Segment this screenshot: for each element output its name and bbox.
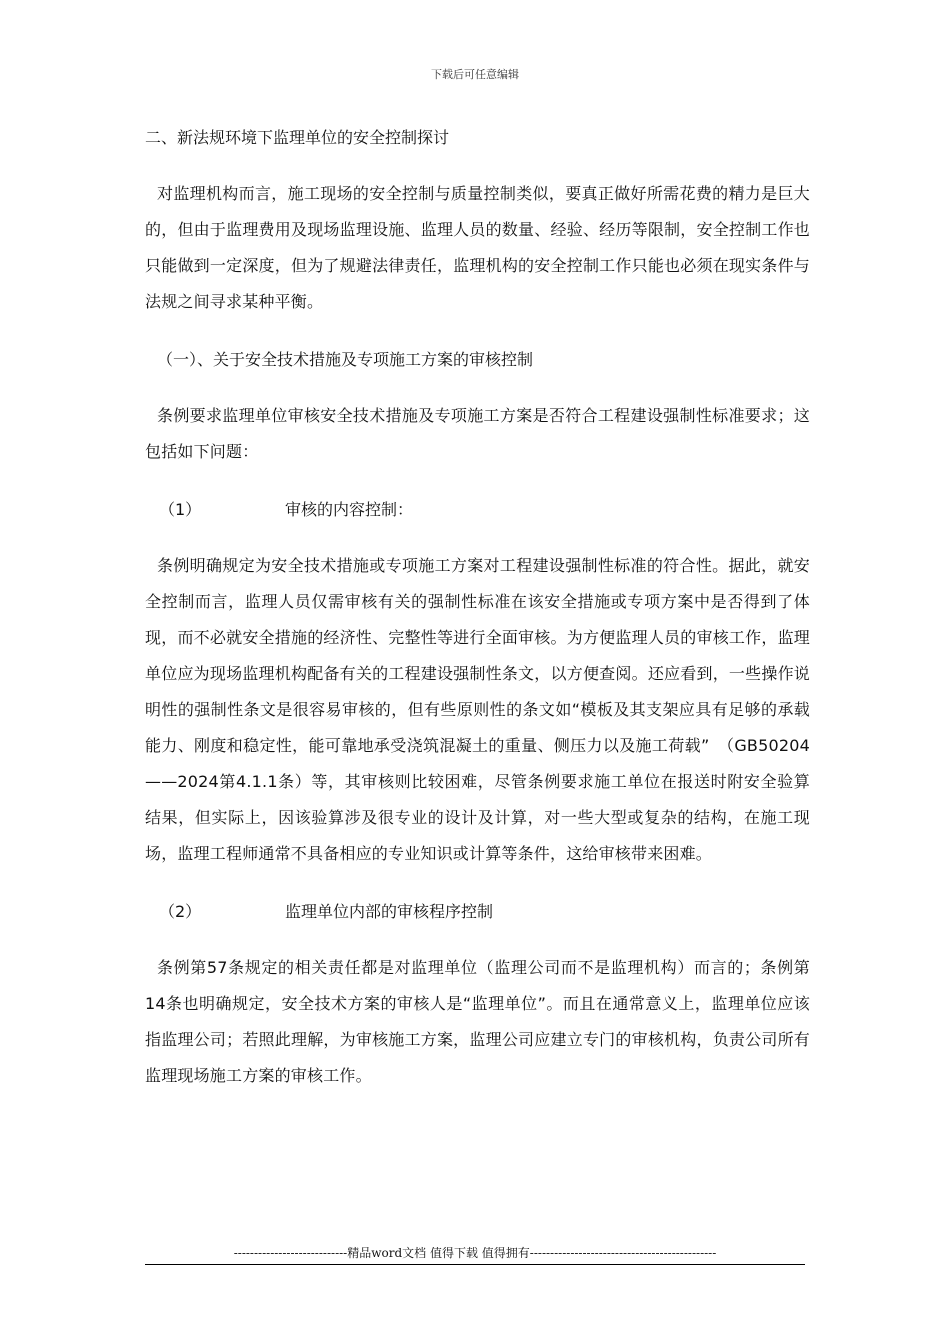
numbered-heading-1 bbox=[145, 492, 810, 528]
numbered-heading-2 bbox=[145, 894, 810, 930]
intro-paragraph: 对监理机构而言，施工现场的安全控制与质量控制类似，要真正做好所需花费的精力是巨大的，但由于监理费用及现场监理设施、监理人员的数量、经验、经历等限制，安全控制工作也只能做到一定深度，但为了规避法律责任，监理机构的安全控制工作只能也必须在现实条件与法规之间寻求某种平衡。 bbox=[145, 184, 810, 311]
item-number-2: （2） bbox=[159, 902, 202, 921]
page-footer: ----------------------------精品word文档 值得下载 值得拥有---------------------------------------------- bbox=[145, 1244, 805, 1265]
item2-paragraph: 条例第57条规定的相关责任都是对监理单位（监理公司而不是监理机构）而言的；条例第14条也明确规定，安全技术方案的审核人是“监理单位”。而且在通常意义上，监理单位应该指监理公司；若照此理解，为审核施工方案，监理公司应建立专门的审核机构，负责公司所有监理现场施工方案的审核工作。 bbox=[145, 958, 810, 1085]
item-title-1: 审核的内容控制： bbox=[285, 500, 414, 519]
page-header: 下载后可任意编辑 bbox=[431, 68, 519, 81]
item-number-1: （1） bbox=[159, 500, 202, 519]
section-title: 二、新法规环境下监理单位的安全控制探讨 bbox=[145, 128, 450, 147]
item-title-2: 监理单位内部的审核程序控制 bbox=[285, 902, 494, 921]
subsection-paragraph: 条例要求监理单位审核安全技术措施及专项施工方案是否符合工程建设强制性标准要求；这包括如下问题： bbox=[145, 406, 810, 461]
subsection-title: （一）、关于安全技术措施及专项施工方案的审核控制 bbox=[157, 350, 534, 369]
document-body bbox=[145, 120, 810, 1116]
item1-paragraph: 条例明确规定为安全技术措施或专项施工方案对工程建设强制性标准的符合性。据此，就安全控制而言，监理人员仅需审核有关的强制性标准在该安全措施或专项方案中是否得到了体现，而不必就安全措施的经济性、完整性等进行全面审核。为方便监理人员的审核工作，监理单位应为现场监理机构配备有关的工程建设强制性条文，以方便查阅。还应看到，一些操作说明性的强制性条文是很容易审核的，但有些原则性的条文如“模板及其支架应具有足够的承载能力、刚度和稳定性，能可靠地承受浇筑混凝土的重量、侧压力以及施工荷载” （GB50204——2024第4.1.1条）等，其审核则比较困难，尽管条例要求施工单位在报送时附安全验算结果，但实际上，因该验算涉及很专业的设计及计算，对一些大型或复杂的结构，在施工现场，监理工程师通常不具备相应的专业知识或计算等条件，这给审核带来困难。 bbox=[145, 556, 810, 863]
